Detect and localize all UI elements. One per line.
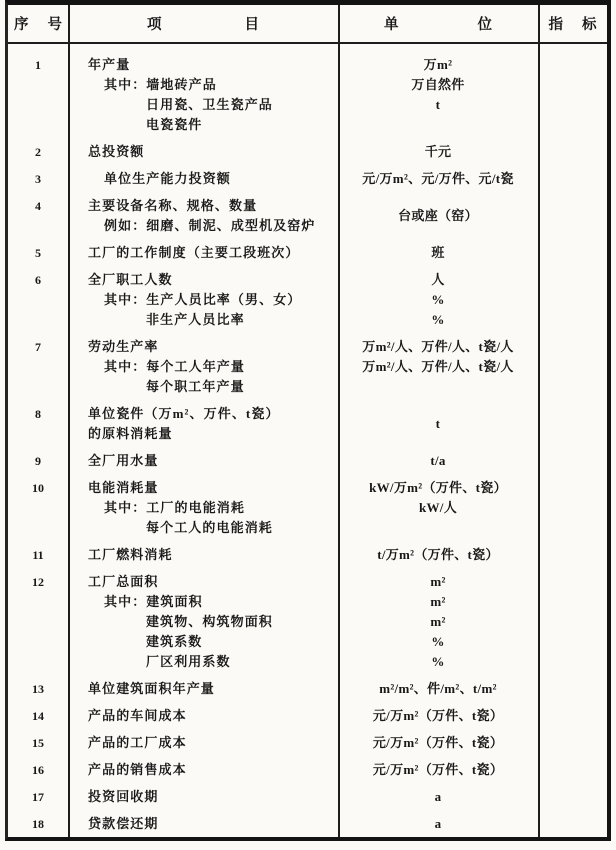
unit-column: [338, 243, 538, 263]
item-cell: 贷款偿还期: [88, 816, 159, 831]
item-cell: 工厂总面积: [88, 574, 159, 589]
unit-column: [338, 706, 538, 726]
unit-cell: %: [431, 654, 445, 669]
item-column: [68, 451, 338, 471]
item-column: [68, 196, 338, 236]
header-char: 位: [477, 17, 492, 33]
item-cell: 建筑系数: [146, 634, 203, 649]
item-cell: 投资回收期: [88, 789, 159, 804]
table-row-group: [8, 760, 607, 780]
item-column: [68, 142, 338, 162]
header-char: 标: [582, 17, 597, 33]
unit-column: [338, 814, 538, 834]
header-char: 项: [147, 17, 162, 33]
item-cell: 产品的车间成本: [88, 708, 187, 723]
item-cell: 年产量: [88, 57, 131, 72]
unit-cell: a: [434, 789, 442, 804]
item-column: [68, 243, 338, 263]
row-number: 10: [32, 481, 44, 495]
indicator-cell: [538, 760, 607, 780]
unit-cell: kW/万m²（万件、t瓷）: [369, 480, 507, 495]
row-number: 5: [35, 246, 41, 260]
indicator-cell: [538, 169, 607, 189]
unit-column: [338, 679, 538, 699]
unit-cell: t: [435, 416, 441, 431]
table-row-group: [8, 142, 607, 162]
unit-cell: m²: [430, 574, 446, 589]
header-cell-serial-number: [8, 13, 68, 34]
table-row-group: [8, 270, 607, 330]
row-number: 11: [32, 548, 44, 562]
table-row-group: [8, 787, 607, 807]
unit-column: [338, 787, 538, 807]
indicator-cell: [538, 451, 607, 471]
table-row-group: [8, 196, 607, 236]
indicator-cell: [538, 787, 607, 807]
indicator-cell: [538, 545, 607, 565]
header-cell-indicator: [538, 13, 607, 34]
item-column: [68, 55, 338, 135]
item-cell: 例如：细磨、制泥、成型机及窑炉: [104, 218, 316, 233]
spec-table: [5, 0, 611, 841]
unit-cell: 班: [431, 245, 445, 260]
unit-cell: m²: [430, 594, 446, 609]
indicator-cell: [538, 404, 607, 444]
unit-column: [338, 337, 538, 397]
item-column: [68, 270, 338, 330]
unit-cell: %: [431, 312, 445, 327]
unit-cell: m²: [430, 614, 446, 629]
item-column: [68, 572, 338, 672]
unit-column: [338, 760, 538, 780]
item-column: [68, 404, 338, 444]
unit-column: [338, 270, 538, 330]
table-header-row: [8, 5, 607, 44]
item-cell: 电瓷瓷件: [146, 117, 203, 132]
unit-cell: 元/万m²（万件、t瓷）: [372, 708, 504, 723]
table-row-group: [8, 451, 607, 471]
item-column: [68, 706, 338, 726]
row-number: 12: [32, 575, 44, 589]
unit-cell: 元/万m²（万件、t瓷）: [372, 735, 504, 750]
item-cell: 的原料消耗量: [88, 426, 173, 441]
indicator-cell: [538, 706, 607, 726]
column-divider: [338, 5, 340, 837]
row-number: 18: [32, 817, 44, 831]
item-column: [68, 679, 338, 699]
row-number: 13: [32, 682, 44, 696]
unit-cell: 人: [431, 272, 445, 287]
indicator-cell: [538, 142, 607, 162]
indicator-cell: [538, 733, 607, 753]
row-number: 8: [35, 407, 41, 421]
unit-column: [338, 404, 538, 444]
row-number: 14: [32, 709, 44, 723]
item-cell: 其中：墙地砖产品: [104, 77, 217, 92]
item-cell: 单位生产能力投资额: [104, 171, 231, 186]
item-column: [68, 733, 338, 753]
table-body: [8, 44, 607, 834]
item-cell: 日用瓷、卫生瓷产品: [146, 97, 273, 112]
item-cell: 工厂的工作制度（主要工段班次）: [88, 245, 300, 260]
item-cell: 建筑物、构筑物面积: [146, 614, 273, 629]
table-row-group: [8, 545, 607, 565]
unit-column: [338, 733, 538, 753]
row-number: 1: [35, 58, 41, 72]
item-column: [68, 337, 338, 397]
item-cell: 总投资额: [88, 144, 145, 159]
row-number: 17: [32, 790, 44, 804]
unit-cell: %: [431, 634, 445, 649]
header-char: 号: [47, 17, 62, 33]
item-cell: 全厂职工人数: [88, 272, 173, 287]
row-number: 3: [35, 172, 41, 186]
indicator-cell: [538, 55, 607, 135]
header-cell-unit: [338, 13, 538, 34]
table-row-group: [8, 404, 607, 444]
column-divider: [538, 5, 540, 837]
item-cell: 厂区利用系数: [146, 654, 231, 669]
table-row-group: [8, 169, 607, 189]
item-cell: 劳动生产率: [88, 339, 159, 354]
unit-cell: 万m²: [423, 57, 453, 72]
item-column: [68, 760, 338, 780]
item-cell: 其中：工厂的电能消耗: [104, 500, 246, 515]
header-char: 序: [14, 17, 29, 33]
item-cell: 工厂燃料消耗: [88, 547, 173, 562]
row-number: 15: [32, 736, 44, 750]
unit-column: [338, 169, 538, 189]
row-number: 4: [35, 199, 41, 213]
row-number: 6: [35, 273, 41, 287]
item-cell: 产品的工厂成本: [88, 735, 187, 750]
column-divider: [68, 5, 70, 837]
item-column: [68, 787, 338, 807]
unit-cell: m²/m²、件/m²、t/m²: [379, 681, 497, 696]
unit-cell: t/万m²（万件、t瓷）: [377, 547, 499, 562]
table-row-group: [8, 478, 607, 538]
table-row-group: [8, 679, 607, 699]
unit-cell: 千元: [424, 144, 452, 159]
item-cell: 非生产人员比率: [146, 312, 245, 327]
item-cell: 单位建筑面积年产量: [88, 681, 215, 696]
table-row-group: [8, 243, 607, 263]
indicator-cell: [538, 337, 607, 397]
table-row-group: [8, 814, 607, 834]
item-cell: 每个工人的电能消耗: [146, 520, 273, 535]
unit-cell: 元/万m²（万件、t瓷）: [372, 762, 504, 777]
unit-column: [338, 478, 538, 538]
item-column: [68, 814, 338, 834]
unit-cell: 万m²/人、万件/人、t瓷/人: [362, 339, 514, 354]
unit-cell: 元/万m²、元/万件、元/t瓷: [362, 171, 514, 186]
row-number: 16: [32, 763, 44, 777]
unit-cell: t: [435, 97, 441, 112]
row-number: 2: [35, 145, 41, 159]
indicator-cell: [538, 243, 607, 263]
item-cell: 产品的销售成本: [88, 762, 187, 777]
unit-column: [338, 572, 538, 672]
table-row-group: [8, 55, 607, 135]
row-number: 7: [35, 340, 41, 354]
unit-cell: 万自然件: [411, 77, 465, 92]
unit-column: [338, 142, 538, 162]
indicator-cell: [538, 270, 607, 330]
unit-cell: 万m²/人、万件/人、t瓷/人: [362, 359, 514, 374]
header-char: 单: [384, 17, 399, 33]
table-row-group: [8, 572, 607, 672]
indicator-cell: [538, 478, 607, 538]
item-column: [68, 478, 338, 538]
item-cell: 电能消耗量: [88, 480, 159, 495]
header-char: 目: [244, 17, 259, 33]
item-cell: 每个职工年产量: [146, 379, 245, 394]
header-char: 指: [548, 17, 563, 33]
table-row-group: [8, 706, 607, 726]
unit-cell: t/a: [430, 453, 446, 468]
indicator-cell: [538, 679, 607, 699]
item-cell: 其中：生产人员比率（男、女）: [104, 292, 302, 307]
header-cell-item: [68, 13, 338, 34]
unit-cell: a: [434, 816, 442, 831]
unit-column: [338, 545, 538, 565]
indicator-cell: [538, 196, 607, 236]
unit-column: [338, 451, 538, 471]
unit-column: [338, 55, 538, 135]
item-cell: 其中：建筑面积: [104, 594, 203, 609]
table-row-group: [8, 337, 607, 397]
item-column: [68, 545, 338, 565]
row-number: 9: [35, 454, 41, 468]
item-cell: 主要设备名称、规格、数量: [88, 198, 258, 213]
item-column: [68, 169, 338, 189]
unit-cell: 台或座（窑）: [398, 208, 478, 223]
unit-cell: kW/人: [418, 500, 458, 515]
unit-cell: %: [431, 292, 445, 307]
item-cell: 全厂用水量: [88, 453, 159, 468]
item-cell: 单位瓷件（万m²、万件、t瓷）: [88, 406, 280, 421]
table-row-group: [8, 733, 607, 753]
unit-column: [338, 196, 538, 236]
item-cell: 其中：每个工人年产量: [104, 359, 246, 374]
indicator-cell: [538, 572, 607, 672]
indicator-cell: [538, 814, 607, 834]
